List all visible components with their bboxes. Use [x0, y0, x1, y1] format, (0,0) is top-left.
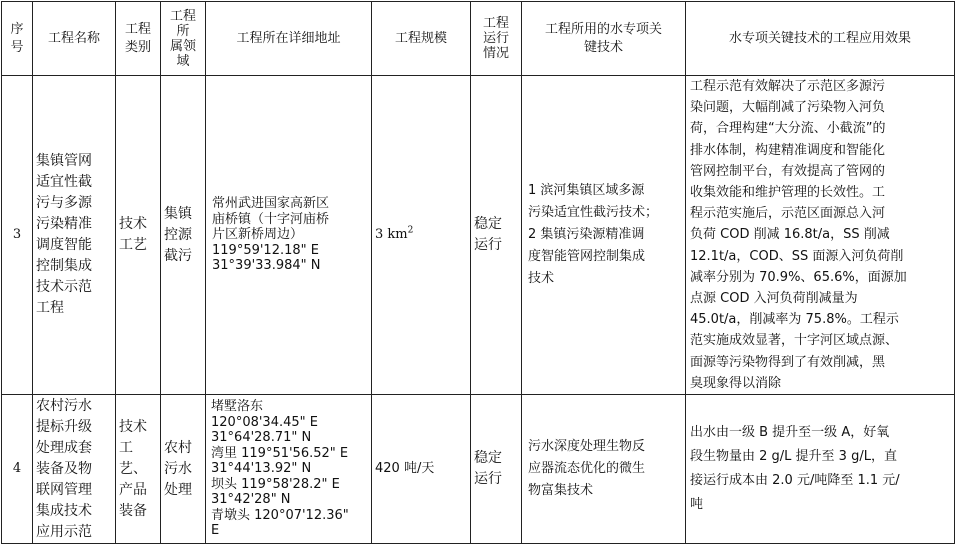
header-address: 工程所在详细地址 — [206, 2, 372, 76]
row-seq: 4 — [2, 395, 33, 544]
row-seq: 3 — [2, 76, 33, 395]
table-row — [2, 76, 955, 395]
row-status: 稳定 运行 — [471, 76, 522, 395]
row-key-tech: 1 滨河集镇区域多源 污染适宜性截污技术； 2 集镇污染源精准调 度智能管网控制集成 技术 — [522, 76, 686, 395]
row-category: 技术 工艺 — [116, 76, 161, 395]
row-effect: 工程示范有效解决了示范区多源污 染问题，大幅削减了污染物入河负 荷，合理构建“大分流、小截流”的 排水体制，构建精准调度和智能化 管网控制平台，有效提高了管网的 收集效能和维护管理的长效性。工 程示范实施后，示范区面源总入河 负荷 COD 削减 16.8t/a，SS 削减 12.1t/a，COD、SS 面源入河负荷削 减率分别为 70.9%、65.6%，面源加 点源 COD 入河负荷削减量为 45.0t/a，削减率为 75.8%。工程示 范实施成效显著，十字河区域点源、 面源等污染物得到了有效削减，黑 臭现象得以消除 — [686, 76, 955, 395]
row-status: 稳定 运行 — [471, 395, 522, 544]
row-domain: 集镇 控源 截污 — [161, 76, 206, 395]
project-table — [1, 1, 955, 544]
table-header-row — [2, 2, 955, 76]
header-effect: 水专项关键技术的工程应用效果 — [686, 2, 955, 76]
header-seq: 序 号 — [2, 2, 33, 76]
row-effect: 出水由一级 B 提升至一级 A，好氧 段生物量由 2 g/L 提升至 3 g/L，直 接运行成本由 2.0 元/吨降至 1.1 元/ 吨 — [686, 395, 955, 544]
row-address: 堵墅洛东 120°08'34.45" E 31°64'28.71" N 湾里 119°51'56.52" E 31°44'13.92" N 坝头 119°58'28.2" E 31°42'28" N 青墩头 120°07'12.36" E — [206, 395, 372, 544]
header-key-tech: 工程所用的水专项关 键技术 — [522, 2, 686, 76]
row-project-name: 农村污水 提标升级 处理成套 装备及物 联网管理 集成技术 应用示范 — [33, 395, 116, 544]
row-key-tech: 污水深度处理生物反 应器流态优化的微生 物富集技术 — [522, 395, 686, 544]
row-scale: 3 $km^2$ — [372, 76, 471, 395]
row-address: 常州武进国家高新区 庙桥镇（十字河庙桥 片区新桥周边） 119°59'12.18" E 31°39'33.984" N — [206, 76, 372, 395]
header-domain: 工程所 属领 域 — [161, 2, 206, 76]
header-scale: 工程规模 — [372, 2, 471, 76]
row-domain: 农村 污水 处理 — [161, 395, 206, 544]
row-category: 技术 工 艺、 产品 装备 — [116, 395, 161, 544]
row-scale: 420 吨/天 — [372, 395, 471, 544]
row-project-name: 集镇管网 适宜性截 污与多源 污染精准 调度智能 控制集成 技术示范 工程 — [33, 76, 116, 395]
header-category: 工程 类别 — [116, 2, 161, 76]
header-project-name: 工程名称 — [33, 2, 116, 76]
table-row — [2, 395, 955, 544]
header-status: 工程 运行 情况 — [471, 2, 522, 76]
